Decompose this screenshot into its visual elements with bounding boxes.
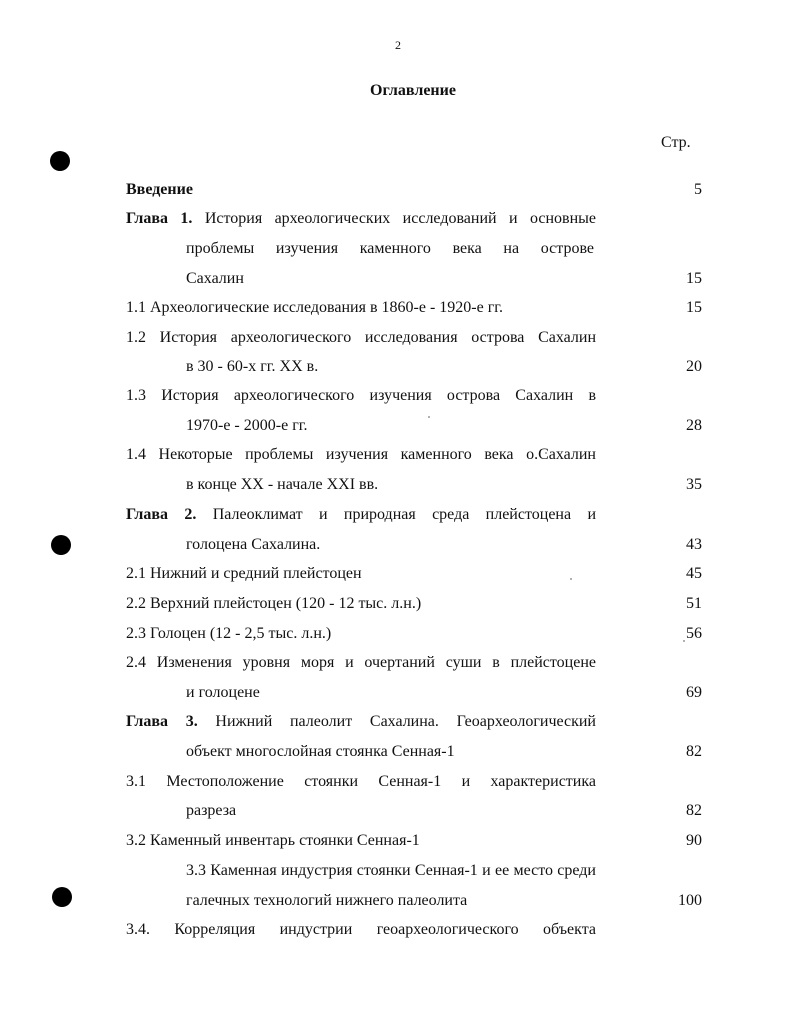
- toc-page-number: 51: [686, 595, 702, 612]
- toc-entry: [0, 623, 796, 645]
- toc-entry-title: 1.4 Некоторые проблемы изучения каменного века о.Сахалин: [126, 446, 596, 463]
- toc-entry: [0, 297, 796, 319]
- toc-entry-title: в 30 - 60-х гг. XX в.: [186, 358, 319, 375]
- toc-entry: [0, 504, 796, 526]
- toc-entry-bold-label: Введение: [126, 181, 193, 198]
- toc-entry-text: [126, 830, 420, 852]
- toc-chapter-label: Глава 1.: [126, 210, 193, 227]
- toc-page-number: 90: [686, 832, 702, 849]
- toc-page-number: 100: [678, 892, 702, 909]
- toc-page-number: 15: [686, 299, 702, 316]
- toc-entry-text: [186, 860, 596, 882]
- toc-entry-title: 2.3 Голоцен (12 - 2,5 тыс. л.н.): [126, 625, 332, 642]
- page-column-header: Стр.: [661, 134, 691, 151]
- toc-entry: [0, 890, 796, 912]
- toc-entry-text: [126, 652, 596, 674]
- toc-entry-title: и голоцене: [186, 684, 260, 701]
- toc-entry-title: разреза: [186, 802, 237, 819]
- toc-entry-title: История археологических исследований и основные: [204, 210, 596, 227]
- toc-entry-title: 1.1 Археологические исследования в 1860-е - 1920-е гг.: [126, 299, 504, 316]
- toc-page-number: 43: [686, 536, 702, 553]
- toc-entry-text: [186, 682, 260, 704]
- toc-entry: [0, 356, 796, 378]
- toc-page-number: 82: [686, 743, 702, 760]
- toc-entry-text: [126, 593, 421, 615]
- toc-entry-title: объект многослойная стоянка Сенная-1: [186, 743, 455, 760]
- toc-entry-text: [126, 623, 331, 645]
- toc-entry-title: галечных технологий нижнего палеолита: [186, 892, 468, 909]
- toc-entry: [0, 444, 796, 466]
- toc-entry-title: 1970-е - 2000-е гг.: [186, 417, 308, 434]
- toc-entry-text: [186, 890, 467, 912]
- toc-page-number: 56: [686, 625, 702, 642]
- toc-page-number: 35: [686, 476, 702, 493]
- toc-entry-text: [186, 741, 455, 763]
- page-number: 2: [395, 38, 401, 52]
- page-title: Оглавление: [370, 82, 456, 99]
- toc-entry: [0, 534, 796, 556]
- toc-entry-text: [126, 771, 596, 793]
- toc-entry-text: [186, 534, 320, 556]
- toc-entry: [0, 563, 796, 585]
- toc-entry: [0, 741, 796, 763]
- toc-entry-text: [126, 179, 193, 201]
- toc-entry: [0, 268, 796, 290]
- toc-entry-title: 2.4 Изменения уровня моря и очертаний суши в плейстоцене: [126, 654, 596, 671]
- toc-entry-title: Палеоклимат и природная среда плейстоцена и: [212, 506, 597, 523]
- toc-page-number: 5: [694, 181, 702, 198]
- toc-page-number: 28: [686, 417, 702, 434]
- toc-entry-text: [126, 919, 596, 941]
- toc-entry: [0, 208, 796, 230]
- toc-entry: [0, 771, 796, 793]
- toc-entry-text: [126, 711, 596, 733]
- toc-page-number: 15: [686, 270, 702, 287]
- toc-entry: [0, 860, 796, 882]
- toc-entry-text: [186, 415, 308, 437]
- toc-entry-text: [126, 563, 362, 585]
- toc-entry: [0, 593, 796, 615]
- toc-entry-text: [186, 356, 318, 378]
- toc-entry-text: [126, 444, 596, 466]
- toc-entry-text: [186, 238, 594, 260]
- toc-entry: [0, 652, 796, 674]
- toc-entry-title: в конце XX - начале XXI вв.: [186, 476, 379, 493]
- toc-entry-title: голоцена Сахалина.: [186, 536, 321, 553]
- toc-entry-title: 2.2 Верхний плейстоцен (120 - 12 тыс. л.н.): [126, 595, 422, 612]
- toc-chapter-label: Глава 3.: [126, 713, 198, 730]
- toc-entry: [0, 711, 796, 733]
- toc-entry: [0, 327, 796, 349]
- toc-page-number: 20: [686, 358, 702, 375]
- toc-entry: [0, 919, 796, 941]
- toc-entry-title: 1.2 История археологического исследования острова Сахалин: [126, 329, 596, 346]
- toc-page-number: 69: [686, 684, 702, 701]
- toc-entry-text: [186, 268, 244, 290]
- toc-entry: [0, 179, 796, 201]
- toc-entry: [0, 238, 796, 260]
- toc-entry-text: [186, 474, 378, 496]
- toc-entry-title: Нижний палеолит Сахалина. Геоархеологический: [215, 713, 596, 730]
- toc-entry-title: 3.2 Каменный инвентарь стоянки Сенная-1: [126, 832, 420, 849]
- toc-entry-title: Сахалин: [186, 270, 244, 287]
- toc-entry: [0, 800, 796, 822]
- toc-entry-text: [126, 297, 503, 319]
- toc-entry-text: [126, 385, 596, 407]
- toc-entry-text: [126, 208, 596, 230]
- toc-entry-text: [126, 504, 596, 526]
- toc-entry: [0, 474, 796, 496]
- toc-chapter-label: Глава 2.: [126, 506, 197, 523]
- toc-entry-text: [126, 327, 596, 349]
- toc-entry-text: [186, 800, 236, 822]
- toc-page-number: 45: [686, 565, 702, 582]
- toc-entry-title: 3.4. Корреляция индустрии геоархеологического объекта: [126, 921, 596, 938]
- toc-entry-title: 3.1 Местоположение стоянки Сенная-1 и характеристика: [126, 773, 596, 790]
- toc-entry: [0, 830, 796, 852]
- toc-entry-title: 1.3 История археологического изучения острова Сахалин в: [126, 387, 596, 404]
- toc-entry: [0, 682, 796, 704]
- toc-entry: [0, 385, 796, 407]
- toc-page-number: 82: [686, 802, 702, 819]
- toc-entry: [0, 415, 796, 437]
- toc-entry-title: 2.1 Нижний и средний плейстоцен: [126, 565, 362, 582]
- toc-entry-title: проблемы изучения каменного века на острове: [186, 240, 594, 257]
- toc-entry-title: 3.3 Каменная индустрия стоянки Сенная-1 и ее место среди: [186, 862, 596, 879]
